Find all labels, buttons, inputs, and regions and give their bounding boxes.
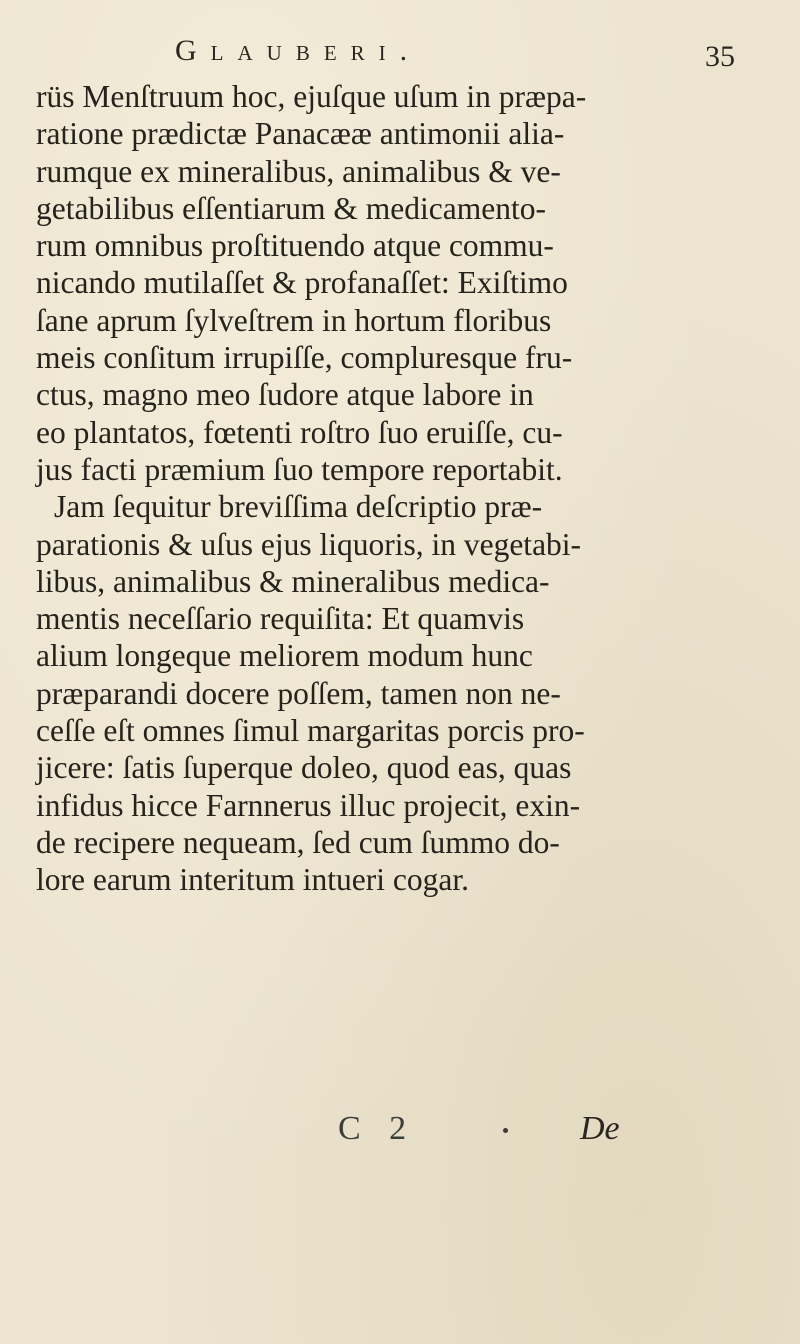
text-line: getabilibus eſſentiarum & medicamento- bbox=[36, 190, 546, 226]
text-line: nicando mutilaſſet & profanaſſet: Exiſtimo bbox=[36, 265, 568, 301]
text-line: infidus hicce Farnnerus illuc projecit, exin- bbox=[36, 787, 581, 823]
text-line: jicere: ſatis ſuperque doleo, quod eas, quas bbox=[36, 750, 572, 786]
text-line: jus facti præmium ſuo tempore reportabit. bbox=[36, 451, 563, 487]
text-line: meis conſitum irrupiſſe, compluresque fru- bbox=[36, 340, 573, 376]
text-line: ctus, magno meo ſudore atque labore in bbox=[36, 377, 534, 413]
page-number: 35 bbox=[705, 40, 735, 73]
text-line: de recipere nequeam, ſed cum ſummo do- bbox=[36, 824, 560, 860]
text-line: libus, animalibus & mineralibus medica- bbox=[36, 563, 550, 599]
text-line: ratione prædictæ Panacææ antimonii alia- bbox=[36, 116, 565, 152]
text-line: eo plantatos, fœtenti roſtro ſuo eruiſſe, cu- bbox=[36, 414, 563, 450]
text-line: præparandi docere poſſem, tamen non ne- bbox=[36, 675, 561, 711]
text-line: parationis & uſus ejus liquoris, in vegetabi- bbox=[36, 526, 582, 562]
catchword: De bbox=[580, 1110, 620, 1147]
running-head bbox=[175, 34, 735, 84]
text-line: rüs Menſtruum hoc, ejuſque uſum in præpa- bbox=[36, 79, 587, 114]
running-title: Glauberi. bbox=[175, 34, 422, 67]
text-line: ceſſe eſt omnes ſimul margaritas porcis pro- bbox=[36, 713, 585, 749]
paragraph-start-line: Jam ſequitur breviſſima deſcriptio præ- bbox=[54, 489, 543, 525]
text-line: ſane aprum ſylveſtrem in hortum floribus bbox=[36, 302, 552, 338]
body-text bbox=[36, 78, 776, 899]
text-line: alium longeque meliorem modum hunc bbox=[36, 638, 533, 674]
signature-mark: C 2 bbox=[338, 1110, 417, 1147]
text-line: rum omnibus proſtituendo atque commu- bbox=[36, 228, 554, 264]
text-line: rumque ex mineralibus, animalibus & ve- bbox=[36, 153, 561, 189]
separator-dot bbox=[503, 1128, 508, 1133]
text-line: mentis neceſſario requiſita: Et quamvis bbox=[36, 601, 525, 637]
text-line: lore earum interitum intueri cogar. bbox=[36, 862, 469, 898]
page-footer bbox=[0, 1110, 800, 1170]
